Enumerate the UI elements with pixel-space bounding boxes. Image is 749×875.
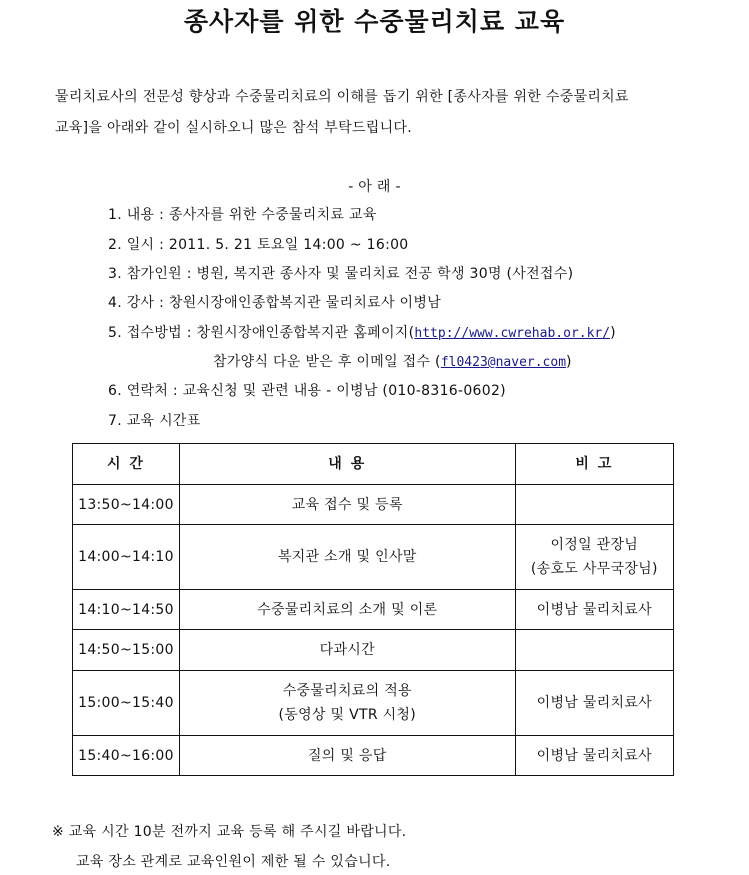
registration-close-paren: ) xyxy=(610,325,616,341)
page-title: 종사자를 위한 수중물리치료 교육 xyxy=(183,7,566,36)
table-row xyxy=(73,525,674,590)
header-note: 비 고 xyxy=(515,444,673,485)
email-link[interactable]: fl0423@naver.com xyxy=(440,355,567,370)
cell-time: 15:00~15:40 xyxy=(73,671,180,736)
cell-content: 복지관 소개 및 인사말 xyxy=(179,525,515,590)
table-row xyxy=(73,485,674,525)
item-schedule-heading: 7. 교육 시간표 xyxy=(108,413,201,429)
table-row xyxy=(73,671,674,736)
table-row xyxy=(73,736,674,776)
table-header-row xyxy=(73,444,674,485)
cell-note: 이병남 물리치료사 xyxy=(515,736,673,776)
cell-content: 수중물리치료의 소개 및 이론 xyxy=(179,590,515,630)
cell-note-line-2: (송호도 사무국장님) xyxy=(530,561,658,577)
header-content: 내 용 xyxy=(179,444,515,485)
registration-email-text: 참가양식 다운 받은 후 이메일 접수 ( xyxy=(213,354,441,370)
item-contact: 6. 연락처 : 교육신청 및 관련 내용 - 이병남 (010-8316-0602) xyxy=(108,383,506,399)
cell-content-line-2: (동영상 및 VTR 시청) xyxy=(278,707,417,723)
cell-time: 14:50~15:00 xyxy=(73,630,180,671)
cell-content xyxy=(179,671,515,736)
homepage-link[interactable]: http://www.cwrehab.or.kr/ xyxy=(414,326,611,341)
cell-note xyxy=(515,630,673,671)
registration-text: 5. 접수방법 : 창원시장애인종합복지관 홈페이지( xyxy=(108,325,415,341)
section-heading-details: - 아 래 - xyxy=(348,179,401,195)
cell-content: 다과시간 xyxy=(179,630,515,671)
intro-text-line-2: 교육]을 아래와 같이 실시하오니 많은 참석 부탁드립니다. xyxy=(55,120,412,136)
schedule-table xyxy=(72,443,674,776)
cell-note xyxy=(515,525,673,590)
cell-time: 14:10~14:50 xyxy=(73,590,180,630)
table-row xyxy=(73,590,674,630)
table-row xyxy=(73,630,674,671)
item-datetime: 2. 일시 : 2011. 5. 21 토요일 14:00 ~ 16:00 xyxy=(108,237,409,253)
cell-content-line-1: 수중물리치료의 적용 xyxy=(282,683,412,699)
header-time: 시 간 xyxy=(73,444,180,485)
cell-time: 15:40~16:00 xyxy=(73,736,180,776)
item-instructor: 4. 강사 : 창원시장애인종합복지관 물리치료사 이병남 xyxy=(108,295,442,311)
registration-email-close-paren: ) xyxy=(566,354,572,370)
item-registration-email xyxy=(213,351,572,371)
cell-note: 이병남 물리치료사 xyxy=(515,590,673,630)
item-participants: 3. 참가인원 : 병원, 복지관 종사자 및 물리치료 전공 학생 30명 (사전접수) xyxy=(108,266,574,282)
cell-content: 질의 및 응답 xyxy=(179,736,515,776)
cell-note: 이병남 물리치료사 xyxy=(515,671,673,736)
item-registration xyxy=(108,322,616,342)
footnote-capacity: 교육 장소 관계로 교육인원이 제한 될 수 있습니다. xyxy=(76,854,391,870)
footnote-registration: ※ 교육 시간 10분 전까지 교육 등록 해 주시길 바랍니다. xyxy=(52,824,407,840)
cell-note xyxy=(515,485,673,525)
item-content: 1. 내용 : 종사자를 위한 수중물리치료 교육 xyxy=(108,207,377,223)
cell-content: 교육 접수 및 등록 xyxy=(179,485,515,525)
cell-time: 13:50~14:00 xyxy=(73,485,180,525)
intro-text-line-1: 물리치료사의 전문성 향상과 수중물리치료의 이해를 돕기 위한 [종사자를 위한 수중물리치료 xyxy=(55,89,629,105)
cell-note-line-1: 이정일 관장님 xyxy=(550,537,639,553)
cell-time: 14:00~14:10 xyxy=(73,525,180,590)
